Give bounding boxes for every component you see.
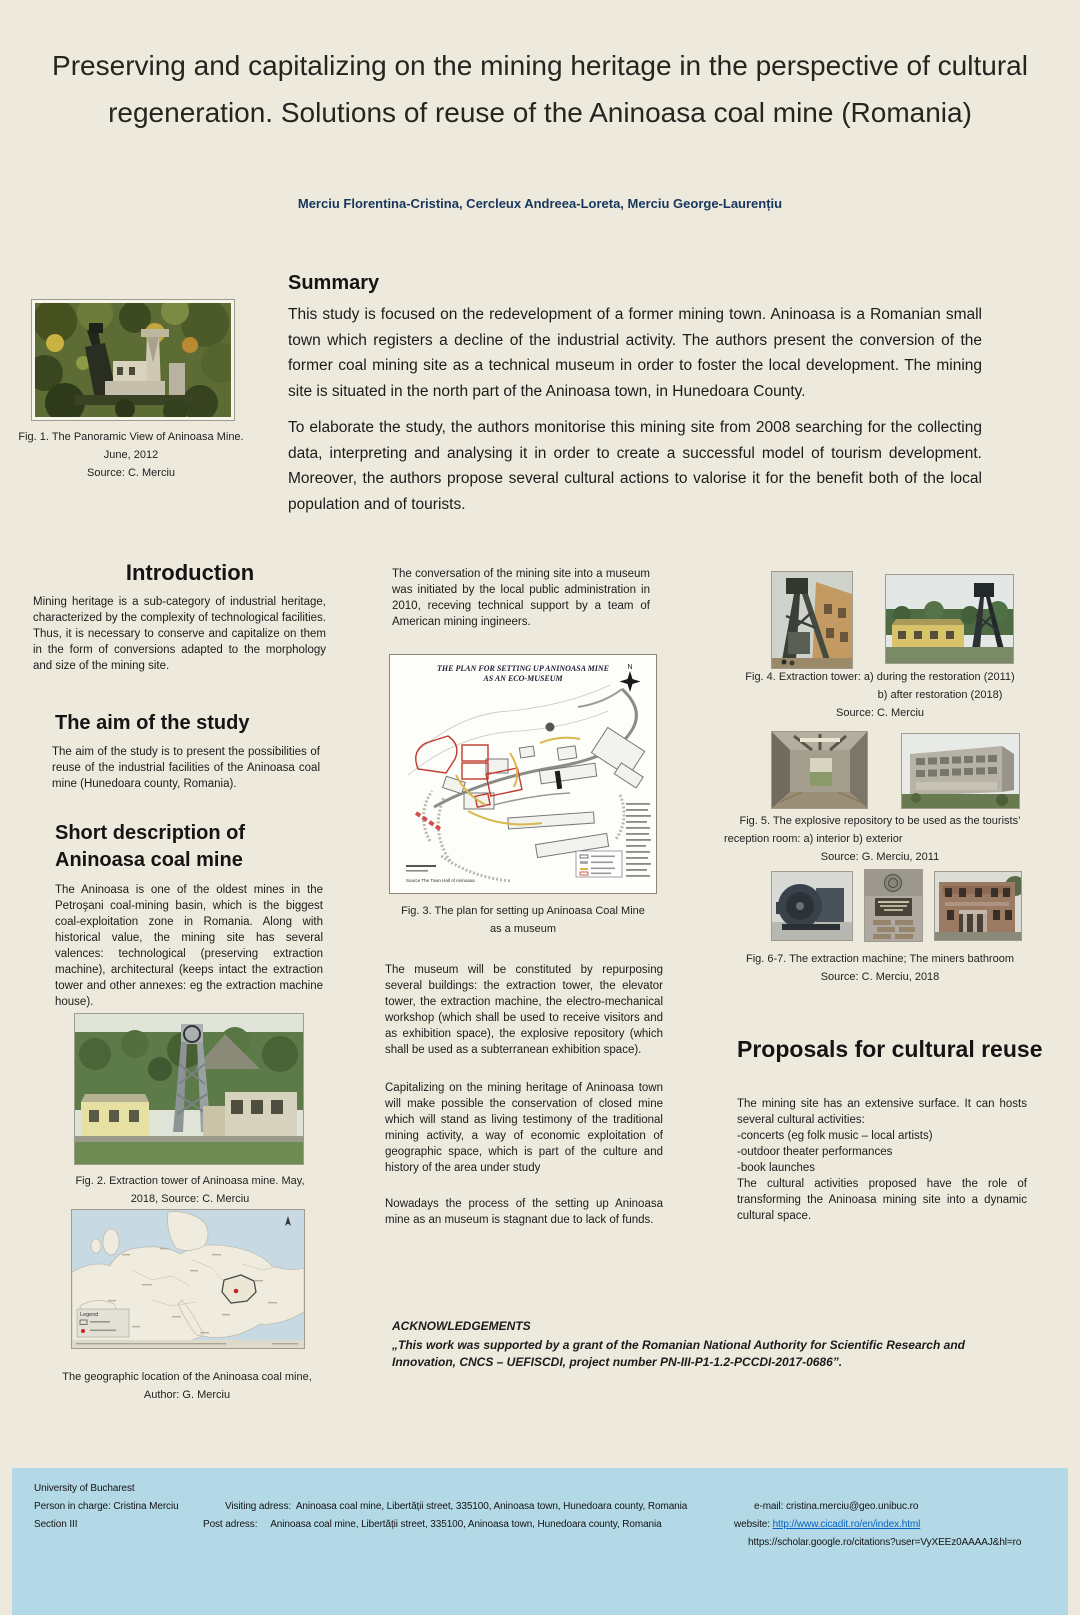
fig3-plan-image [390,655,656,893]
footer-website [734,1519,920,1530]
visiting-address-value: Aninoasa coal mine, Libertății street, 335100, Aninoasa town, Hunedoara county, Romania [295,1501,688,1512]
footer-section: Section III [34,1519,78,1530]
proposals-line3: -outdoor theater performances [737,1146,893,1158]
repository-exterior-illustration [902,734,1019,808]
plan-key-box [576,851,622,877]
map-legend-title: Legend [80,1312,99,1318]
proposals-heading: Proposals for cultural reuse [737,1036,1043,1062]
tower-restored-illustration [886,575,1013,663]
middle-paragraph-1: The conversation of the mining site into a museum was initiated by the local public administration in 2010, receving technical support by a team of American mining ingineers. [392,568,650,628]
summary-paragraph-1: This study is focused on the redevelopment of a former mining town. Aninoasa is a Romanian small town which registers a decline of the industrial activity. The authors present the conversion of the former coal mining site as a technical museum in order to foster the local development. The mining site is situated in the north part of the Aninoasa town, in Hunedoara County. [288,306,982,400]
fig4-caption-line2: b) after restoration (2018) [877,689,1003,701]
map-caption [17,1368,357,1404]
introduction-heading: Introduction [125,560,255,585]
eco-museum-plan-illustration [390,655,656,893]
extraction-tower-illustration [75,1014,303,1164]
europe-map-image [72,1210,304,1348]
fig2-caption-line1: Fig. 2. Extraction tower of Aninoasa mine. May, [75,1175,305,1187]
memorial-plaque-illustration [865,870,922,941]
visiting-address-label: Visiting adress: [225,1501,292,1512]
fig67-caption-line2: Source: C. Merciu, 2018 [820,971,940,983]
middle-paragraph-3: Capitalizing on the mining heritage of Aninoasa town will make possible the conservation of closed mine which will stand as living testimony of the traditional mining activity, a way of economic exploitation of geographic space, which is part of the culture and history of the area under study [385,1082,663,1174]
proposals-line5: The cultural activities proposed have the role of transforming the Aninoasa mining site into a dynamic cultural space. [737,1178,1027,1222]
fig1-caption-line3: Source: C. Merciu [86,467,176,479]
fig5-caption [706,812,1054,866]
fig1-image [32,300,234,420]
website-link[interactable]: http://www.cicadit.ro/en/index.html [772,1519,921,1530]
map-caption-line2: Author: G. Merciu [143,1389,231,1401]
proposals-line4: -book launches [737,1162,815,1174]
fig5b-image [902,734,1019,808]
fig4-caption-line3: Source: C. Merciu [835,707,925,719]
fig5-caption-line3: Source: G. Merciu, 2011 [820,851,940,863]
miners-bathroom-illustration [935,872,1021,940]
fig2-image [75,1014,303,1164]
fig4-caption-line1: Fig. 4. Extraction tower: a) during the restoration (2011) [745,671,1015,683]
europe-map-illustration [72,1210,304,1348]
plan-source-text: Source The Town Hall of Aninoasa [406,878,475,883]
svg-text:N: N [627,664,633,671]
page-title: Preserving and capitalizing on the mining heritage in the perspective of cultural regeneration. Solutions of reuse of the Aninoasa coal mine (Romania) [52,50,1028,128]
short-description-body: The Aninoasa is one of the oldest mines in the Petroşani coal-mining basin, which is the biggest coal-exploitation zone in Romania. Along with historical value, the mining site has several valences: technological (preserving extraction machine), architectural (keeps intact the extraction tower and other annexes: eg the extraction machine house). [55,884,323,1008]
plan-title-line2: AS AN ECO-MUSEUM [483,674,563,683]
fig3-caption-line2: as a museum [489,923,557,935]
introduction-body: Mining heritage is a sub-category of industrial heritage, characterized by the complexity of technological facilities. Thus, it is necessary to conserve and capitalize on them in the form of conversions adapted to the morphology and size of the mining site. [33,596,326,672]
summary-heading: Summary [288,272,380,294]
fig1-caption-line2: June, 2012 [103,449,159,461]
post-address-value: Aninoasa coal mine, Libertății street, 335100, Aninoasa town, Hunedoara county, Romania [270,1519,662,1530]
map-caption-line1: The geographic location of the Aninoasa coal mine, [62,1371,312,1383]
fig7b-image [935,872,1021,940]
proposals-line1: The mining site has an extensive surface. It can hosts several cultural activities: [737,1098,1027,1126]
fig2-caption [25,1172,355,1208]
repository-interior-illustration [772,732,867,808]
middle-paragraph-4: Nowadays the process of the setting up Aninoasa mine as an museum is stagnant due to lack of funds. [385,1198,663,1226]
extraction-machine-illustration [772,872,852,940]
website-label: website: [734,1519,770,1530]
authors-line: Merciu Florentina-Cristina, Cercleux Andreea-Loreta, Merciu George-Laurențiu [297,196,783,211]
fig3-caption [368,902,678,938]
fig2-caption-line2: 2018, Source: C. Merciu [130,1193,250,1205]
panoramic-mine-illustration [35,303,231,417]
footer-post-address [203,1519,662,1530]
post-address-label: Post adress: [203,1519,258,1530]
aim-heading: The aim of the study [55,712,250,734]
fig67-caption-line1: Fig. 6-7. The extraction machine; The miners bathroom [746,953,1014,965]
fig5-caption-line1: Fig. 5. The explosive repository to be used as the tourists’ [739,815,1021,827]
acknowledgements-heading: ACKNOWLEDGEMENTS [392,1319,531,1333]
summary-paragraph-2: To elaborate the study, the authors monitorise this mining site from 2008 searching for the collecting data, interpreting and analysing it in order to create a successful model of tourism development. Moreover, the authors propose several cultural actions to valorise it for the benefit both of the local population and of tourists. [288,419,982,513]
fig67-caption [706,950,1054,986]
fig6-image [772,872,852,940]
map-legend [77,1309,129,1337]
footer-organization: University of Bucharest [34,1483,135,1494]
aim-body: The aim of the study is to present the possibilities of reuse of the industrial facilities of the Aninoasa coal mine (Hunedoara county, Romania). [52,746,320,790]
middle-paragraph-2: The museum will be constituted by repurposing several buildings: the extraction tower, the elevator tower, the extraction machine, the electro-mechanical workshop (which shall be used to receive visitors and as exhibition space), the explosive repository (which shall be used as a subterranean exhibition space). [385,964,663,1056]
fig4-caption [706,668,1054,722]
footer-scholar-url: https://scholar.google.ro/citations?user=VyXEEz0AAAAJ&hl=ro [748,1537,1022,1548]
fig4a-image [772,572,852,668]
tower-restoration-illustration [772,572,852,668]
footer-person-in-charge: Person in charge: Cristina Merciu [34,1501,179,1512]
footer-bar [12,1468,1068,1615]
proposals-line2: -concerts (eg folk music – local artists) [737,1130,933,1142]
short-description-heading: Short description of Aninoasa coal mine [55,822,245,871]
fig1-caption-line1: Fig. 1. The Panoramic View of Aninoasa Mine. [18,431,244,443]
fig4b-image [886,575,1013,663]
fig5a-image [772,732,867,808]
fig3-caption-line1: Fig. 3. The plan for setting up Aninoasa Coal Mine [401,905,645,917]
fig1-caption [0,428,262,482]
footer-visiting-address [225,1501,687,1512]
summary-section [288,272,982,517]
proposals-body [737,1096,1027,1224]
footer-email: e-mail: cristina.merciu@geo.unibuc.ro [754,1501,919,1512]
fig7a-image [865,870,922,941]
fig5-caption-line2: reception room: a) interior b) exterior [724,833,903,845]
acknowledgements-body: „This work was supported by a grant of the Romanian National Authority for Scientific Research and Innovation, CNCS – UEFISCDI, project number PN-III-P1-1.2-PCCDI-2017-0686”. [392,1338,965,1369]
plan-title-line1: THE PLAN FOR SETTING UP ANINOASA MINE [437,664,609,673]
